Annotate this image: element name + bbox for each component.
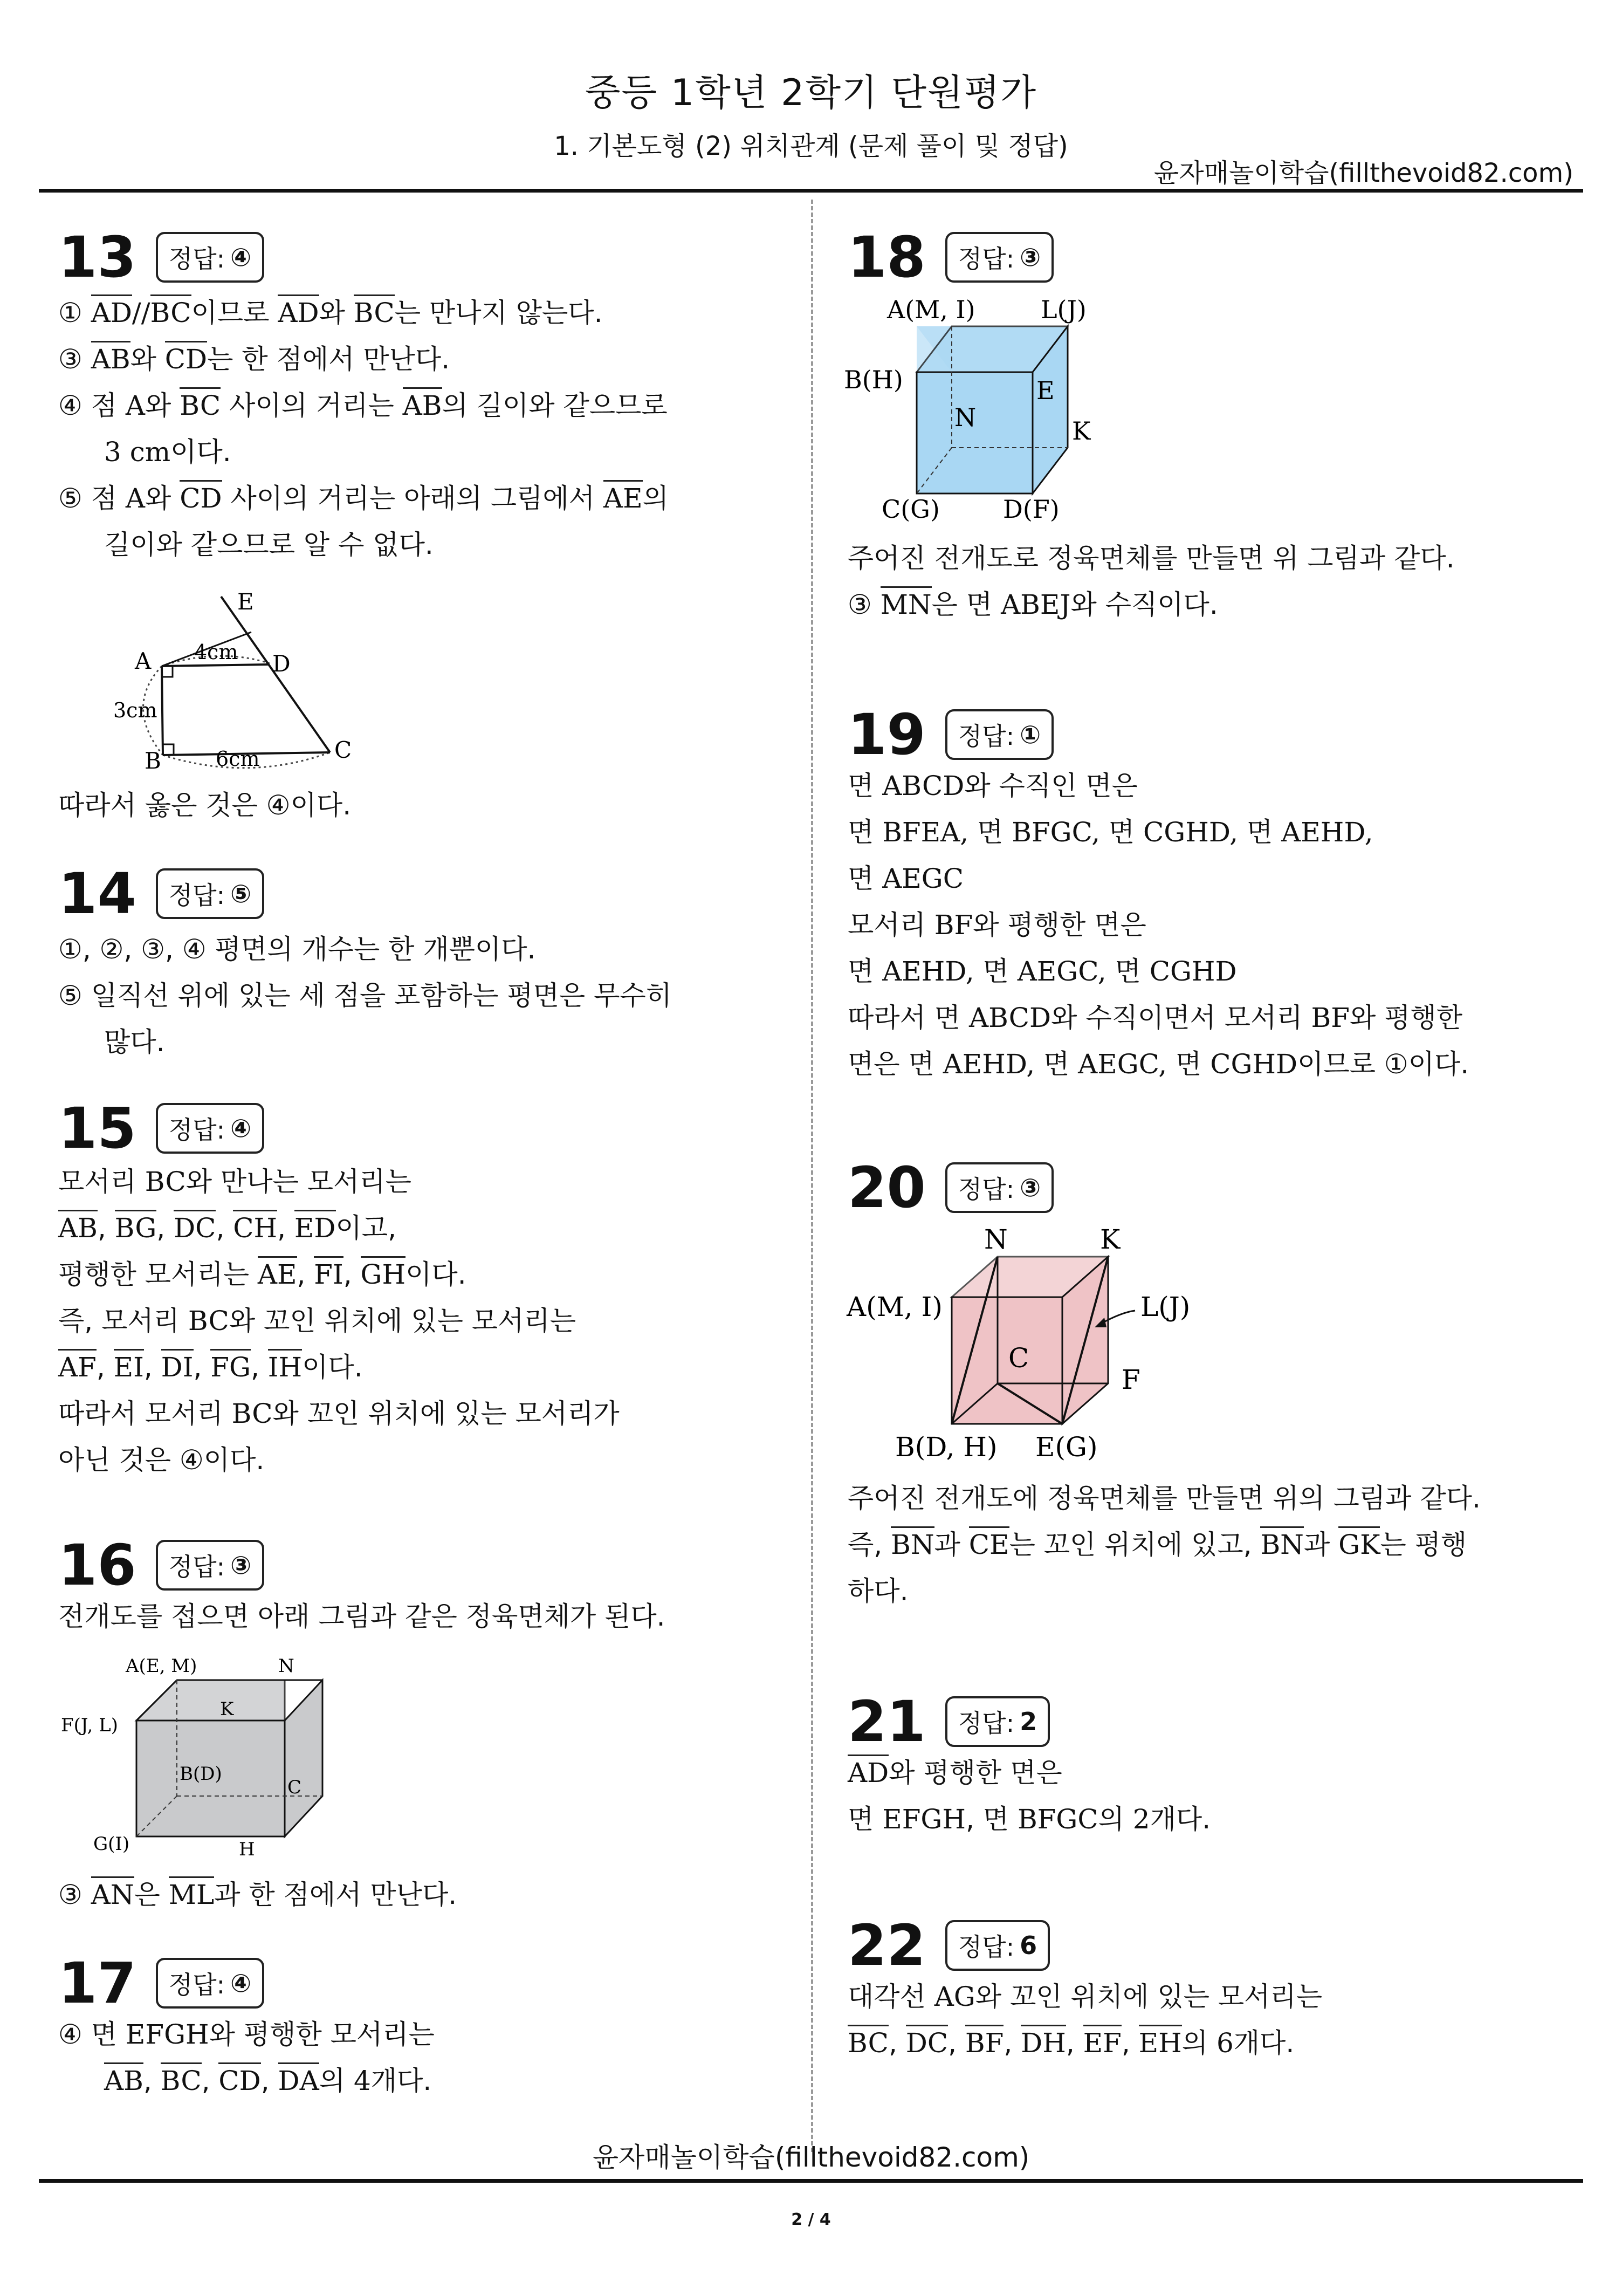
trapezoid-edge <box>162 666 163 755</box>
label-k: K <box>220 1698 234 1720</box>
solution-line: 모서리 BC와 만나는 모서리는 <box>58 1166 411 1197</box>
solution-line: AB, BC, CD, DA의 4개다. <box>58 2058 435 2104</box>
solution-line: 따라서 면 ABCD와 수직이면서 모서리 BF와 평행한 <box>848 1002 1463 1033</box>
solution-line: 즉, 모서리 BC와 꼬인 위치에 있는 모서리는 <box>58 1305 576 1337</box>
solution-line: AB, BG, DC, CH, ED이고, <box>58 1205 620 1251</box>
answer-badge: 정답: ① <box>945 709 1054 760</box>
label-n: N <box>984 1224 1008 1255</box>
cube-figure-18 <box>841 289 1122 537</box>
label-h: H <box>239 1839 255 1855</box>
label-e: E <box>1036 376 1055 405</box>
solution-line: ①, ②, ③, ④ 평면의 개수는 한 개뿐이다. <box>58 934 536 965</box>
solution-line: ③ AB와 CD는 한 점에서 만난다. <box>58 336 669 382</box>
solution-line: 대각선 AG와 꼬인 위치에 있는 모서리는 <box>848 1981 1323 2012</box>
label-ad-length: 4cm <box>194 640 238 664</box>
answer-value: ④ <box>230 243 252 272</box>
page-title: 중등 1학년 2학기 단원평가 <box>585 72 1037 114</box>
solution-line: 아닌 것은 ④이다. <box>58 1444 265 1476</box>
solution-line: 면 EFGH, 면 BFGC의 2개다. <box>848 1804 1211 1835</box>
answer-badge: 정답: ③ <box>945 1162 1054 1213</box>
label-ab-length: 3cm <box>113 698 157 722</box>
label-f: F(J, L) <box>61 1715 118 1736</box>
answer-badge: 정답: ④ <box>156 1958 264 2009</box>
page-number: 2 / 4 <box>791 2210 831 2229</box>
label-b: B(D) <box>180 1763 222 1785</box>
label-b: B(H) <box>844 365 903 394</box>
question-number: 16 <box>58 1532 136 1598</box>
label-c: C <box>1008 1342 1029 1374</box>
solution-line: 따라서 모서리 BC와 꼬인 위치에 있는 모서리가 <box>58 1398 620 1429</box>
question-number: 20 <box>848 1155 926 1221</box>
solution-line: 면 BFEA, 면 BFGC, 면 CGHD, 면 AEHD, <box>848 817 1373 848</box>
answer-badge: 정답: ③ <box>945 232 1054 283</box>
question-21 <box>848 1689 1211 1842</box>
solution-line: 면 AEHD, 면 AEGC, 면 CGHD <box>848 956 1237 987</box>
solution-line: 면은 면 AEHD, 면 AEGC, 면 CGHD이므로 ①이다. <box>848 1048 1469 1080</box>
page-subtitle: 1. 기본도형 (2) 위치관계 (문제 풀이 및 정답) <box>554 131 1068 161</box>
question-number: 15 <box>58 1095 136 1161</box>
label-b: B <box>145 748 161 771</box>
solution-line: 면 ABCD와 수직인 면은 <box>848 770 1138 801</box>
solution-line: 전개도를 접으면 아래 그림과 같은 정육면체가 된다. <box>58 1601 665 1632</box>
trapezoid-figure <box>108 588 356 771</box>
header-rule <box>39 189 1583 193</box>
question-number: 14 <box>58 861 136 927</box>
question-16 <box>58 1532 665 1640</box>
label-l: L(J) <box>1140 1291 1191 1322</box>
solution-line: 3 cm이다. <box>104 436 231 468</box>
answer-value: ③ <box>1020 243 1041 272</box>
answer-value: ⑤ <box>230 879 252 908</box>
label-n: N <box>954 403 977 432</box>
question-number: 19 <box>848 702 926 767</box>
question-18 <box>848 224 1054 290</box>
answer-value: ③ <box>230 1551 252 1580</box>
solution-line: BC, DC, BF, DH, EF, EH의 6개다. <box>848 2020 1322 2066</box>
solution-line: 길이와 같으므로 알 수 없다. <box>104 529 434 560</box>
question-19 <box>848 702 1469 1087</box>
solution-line: 면 AEGC <box>848 863 964 894</box>
answer-badge: 정답: ③ <box>156 1540 264 1591</box>
question-number: 17 <box>58 1950 136 2016</box>
label-d: D <box>272 650 291 677</box>
question-number: 22 <box>848 1913 926 1978</box>
cube-side-face <box>285 1680 322 1836</box>
label-bc-length: 6cm <box>216 747 260 771</box>
label-e: E <box>237 588 254 615</box>
label-a: A <box>135 648 152 674</box>
solution-line: ⑤ 점 A와 CD 사이의 거리는 아래의 그림에서 AE의 <box>58 475 669 522</box>
label-k: K <box>1072 416 1091 446</box>
solution-line: ① AD//BC이므로 AD와 BC는 만나지 않는다. <box>58 290 669 336</box>
trapezoid-edge <box>162 664 269 666</box>
answer-badge: 정답: ④ <box>156 1103 264 1154</box>
q13-conclusion: 따라서 옳은 것은 ④이다. <box>58 790 352 821</box>
q18-solution <box>848 535 1455 628</box>
label-l: L(J) <box>1041 295 1087 324</box>
label-a: A(M, I) <box>847 1291 943 1322</box>
question-17 <box>58 1950 435 2104</box>
answer-value: ④ <box>230 1114 252 1143</box>
label-c: C(G) <box>882 495 940 524</box>
label-n: N <box>278 1655 294 1677</box>
answer-value: 2 <box>1020 1707 1037 1736</box>
solution-line: 주어진 전개도로 정육면체를 만들면 위 그림과 같다. <box>848 543 1455 574</box>
solution-line: AD와 평행한 면은 <box>848 1750 1211 1796</box>
question-22 <box>848 1913 1323 2066</box>
answer-value: ④ <box>230 1969 252 1998</box>
label-d: D(F) <box>1003 495 1060 524</box>
solution-line: 많다. <box>104 1026 165 1058</box>
label-f: F <box>1122 1364 1140 1395</box>
label-a: A(E, M) <box>126 1655 197 1677</box>
question-number: 21 <box>848 1689 926 1754</box>
q20-solution <box>848 1475 1481 1614</box>
cube-top-face <box>136 1680 285 1721</box>
answer-badge: 정답: ⑤ <box>156 868 264 919</box>
answer-value: 6 <box>1020 1931 1037 1960</box>
solution-line: ⑤ 일직선 위에 있는 세 점을 포함하는 평면은 무수히 <box>58 980 672 1011</box>
label-b: B(D, H) <box>895 1431 998 1463</box>
answer-badge: 정답: 6 <box>945 1920 1050 1971</box>
question-13 <box>58 224 669 568</box>
answer-value: ③ <box>1020 1173 1041 1202</box>
answer-badge: 정답: ④ <box>156 232 264 283</box>
header-site-credit: 윤자매놀이학습(fillthevoid82.com) <box>1153 158 1573 188</box>
question-14 <box>58 861 672 1065</box>
question-number: 13 <box>58 224 136 290</box>
cube-front-face <box>917 372 1033 494</box>
label-a: A(M, I) <box>887 295 975 324</box>
right-angle-mark <box>162 666 173 677</box>
label-e: E(G) <box>1035 1431 1098 1463</box>
cube-figure-16 <box>58 1650 339 1855</box>
solution-line: 하다. <box>848 1575 909 1607</box>
label-k: K <box>1100 1224 1121 1255</box>
label-c: C <box>334 737 352 763</box>
solution-line: ④ 점 A와 BC 사이의 거리는 AB의 길이와 같으므로 <box>58 382 669 429</box>
label-g: G(I) <box>93 1833 130 1855</box>
answer-value: ① <box>1020 720 1041 749</box>
answer-badge: 정답: 2 <box>945 1696 1050 1747</box>
solution-line: 주어진 전개도에 정육면체를 만들면 위의 그림과 같다. <box>848 1483 1481 1514</box>
solution-line: 모서리 BF와 평행한 면은 <box>848 909 1146 941</box>
footer-rule <box>39 2179 1583 2183</box>
q16-solution-line: ③ AN은 ML과 한 점에서 만난다. <box>58 1872 457 1918</box>
solution-line: AF, EI, DI, FG, IH이다. <box>58 1344 620 1390</box>
cube-figure-20 <box>841 1222 1219 1475</box>
question-20 <box>848 1155 1054 1221</box>
column-divider <box>811 200 813 2152</box>
label-c: C <box>287 1777 302 1798</box>
solution-line: ④ 면 EFGH와 평행한 모서리는 <box>58 2019 435 2050</box>
right-angle-mark <box>163 744 174 755</box>
question-number: 18 <box>848 224 926 290</box>
solution-line: 평행한 모서리는 AE, FI, GH이다. <box>58 1251 620 1298</box>
footer-site-credit: 윤자매놀이학습(fillthevoid82.com) <box>592 2142 1030 2173</box>
solution-line: ③ MN은 면 ABEJ와 수직이다. <box>848 581 1455 628</box>
question-15 <box>58 1095 620 1483</box>
solution-line: 즉, BN과 CE는 꼬인 위치에 있고, BN과 GK는 평행 <box>848 1521 1481 1568</box>
